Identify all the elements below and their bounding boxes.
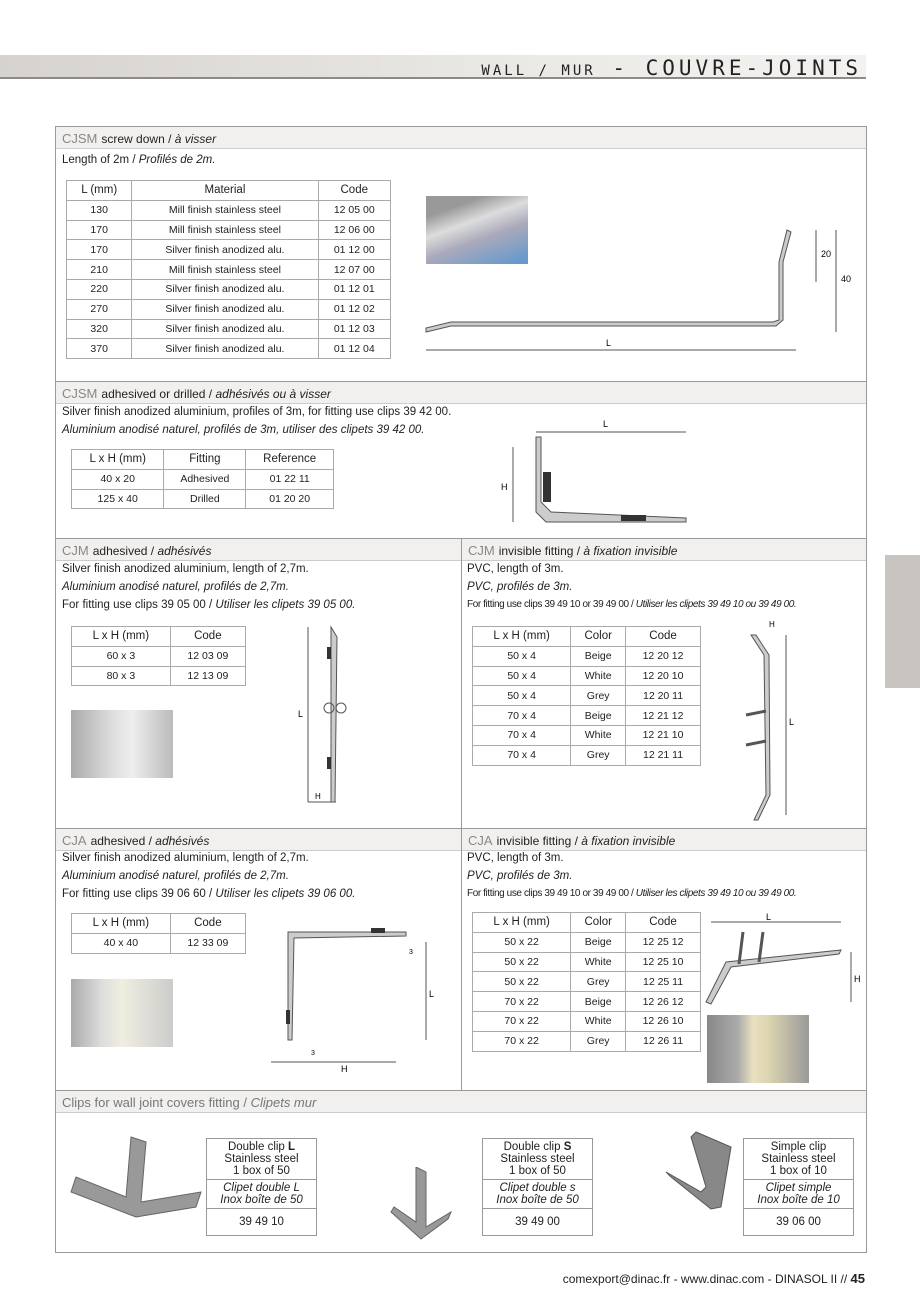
table-cell: 50 x 22 [473, 932, 571, 952]
table-cell: 70 x 22 [473, 992, 571, 1012]
clip-code: 39 49 00 [515, 1216, 560, 1228]
column-header: Fitting [164, 450, 246, 470]
table-cell: 70 x 22 [473, 1031, 571, 1051]
product-photo [71, 979, 173, 1047]
column-header: Code [170, 914, 245, 934]
table-cell: Silver finish anodized alu. [132, 339, 318, 359]
table-cell: 220 [67, 279, 132, 299]
table-cell: Grey [571, 745, 626, 765]
column-header: L x H (mm) [473, 913, 571, 933]
table-header-row [67, 181, 391, 201]
product-photo [71, 710, 173, 778]
header-title: - COUVRE-JOINTS [595, 56, 862, 80]
svg-text:3: 3 [311, 1050, 315, 1057]
product-photo [707, 1015, 809, 1083]
table-cell: Beige [571, 932, 626, 952]
svg-text:40: 40 [841, 274, 852, 284]
cjm-profile-drawing [291, 622, 361, 812]
svg-text:H: H [854, 974, 861, 984]
cjm-adhesive-table [71, 626, 246, 686]
column-header: L x H (mm) [72, 450, 164, 470]
table-cell: 01 12 03 [318, 319, 391, 339]
table-cell: Mill finish stainless steel [132, 220, 318, 240]
cjm-invisible-table [472, 626, 701, 766]
page-header [0, 55, 866, 79]
table-cell: Mill finish stainless steel [132, 200, 318, 220]
table-cell: 170 [67, 220, 132, 240]
cjsm-profile-drawing [421, 222, 861, 362]
svg-text:L: L [789, 717, 795, 727]
catalog-box: CJSM screw down / à visser Length of 2m / Profilés de 2m. L (mm) Material Code 130 Mill finish stainless steel 12 05 00 170 Mill finish stainless steel 12 06 00 170 Silver finish anodized alu. 01 12 00 210 Mill finish stainless steel 12 07 00 220 Silver finish anodized alu. 01 12 01 270 Silver finish anodized alu. 01 12 02 320 Silver finish anodized alu. 01 12 03 370 Silver finish anodized alu. 01 12 04 L 20 40 CJSM adhesived or drilled / adhésivés ou à visser Silver finish anodized aluminium, profiles of 3m, for fitting use clips 39 42 00. Aluminium anodisé naturel, profilés de 3m, utiliser des clipets 39 42 00. L x H (mm) Fitting Reference 40 x 20 Adhesived 01 22 11 125 x 40 Drilled 01 20 20 L H CJM adhesived / adhésivés Silver finish anodized aluminium, length of 2,7m. Aluminium anodisé naturel, profilés de 2,7m. For fitting use clips 39 05 00 / Utiliser les clipets 39 05 00. L x H (mm) Code 60 x 3 12 03 09 80 x 3 12 13 09 L H CJM invisible fitting / à fixation invisible PVC, length of 3m. PVC, profilés de 3m. For fitting use clips 39 49 10 or 39 49 00 / Utiliser les clipets 39 49 10 ou 39 49 00. L x H (mm) Color Code 50 x 4 Beige 12 20 12 50 x 4 White 12 20 10 50 x 4 Grey 12 20 11 70 x 4 Beige 12 21 12 70 x 4 White 12 21 10 70 x 4 Grey 12 21 11 L H CJA adhesived / adhésivés Silver finish anodized aluminium, length of 2,7m. Aluminium anodisé naturel, profilés de 2,7m. For fitting use clips 39 06 60 / Utiliser les clipets 39 06 00. L x H (mm) Code 40 x 40 12 33 09 H L 3 3 CJA invisible fitting / à fixation invisible PVC, length of 3m. PVC, profilés de 3m. For fitting use clips 39 49 10 or 39 49 00 / Utiliser les clipets 39 49 10 ou 39 49 00. L x H (mm) Color Code 50 x 22 Beige 12 25 12 50 x 22 White 12 25 10 50 x 22 Grey 12 25 11 70 x 22 Beige 12 26 12 70 x 22 White 12 26 10 70 x 22 Grey 12 26 11 L H Clips for wall joint covers fitting / Clipets mur Double clip L Stainless steel 1 box of 50 Clipet double L Inox boîte de 50 39 49 10 Double clip S Stainless steel 1 box of 50 Clipet double s Inox boîte de 50 39 49 00 Simple clip Stainless steel 1 box of 10 Clipet simple Inox boîte de 10 39 06 00 [55, 126, 867, 1253]
table-row [473, 1011, 701, 1031]
table-cell: 130 [67, 200, 132, 220]
table-cell: 01 22 11 [246, 469, 334, 489]
table-row [67, 279, 391, 299]
clip-info-box: Double clip S Stainless steel 1 box of 50 Clipet double s Inox boîte de 50 39 49 00 [482, 1138, 593, 1236]
table-row [72, 933, 246, 953]
table-cell: 12 20 12 [626, 646, 701, 666]
table-cell: Grey [571, 686, 626, 706]
table-cell: 01 20 20 [246, 489, 334, 509]
table-cell: 12 26 12 [626, 992, 701, 1012]
table-cell: 01 12 02 [318, 299, 391, 319]
column-header: L x H (mm) [72, 627, 171, 647]
table-cell: Drilled [164, 489, 246, 509]
table-cell: 40 x 20 [72, 469, 164, 489]
table-cell: 50 x 22 [473, 972, 571, 992]
section-header-cja-invisible: CJA invisible fitting / à fixation invisible [462, 829, 866, 851]
table-cell: 12 03 09 [170, 646, 245, 666]
table-row [72, 469, 334, 489]
clip-code: 39 06 00 [776, 1216, 821, 1228]
double-clip-s-image [386, 1167, 456, 1242]
table-cell: 12 21 12 [626, 706, 701, 726]
table-cell: 12 33 09 [170, 933, 245, 953]
table-cell: 170 [67, 240, 132, 260]
table-cell: 12 25 11 [626, 972, 701, 992]
table-header-row [72, 914, 246, 934]
svg-text:H: H [501, 482, 508, 492]
table-header-row [473, 913, 701, 933]
table-cell: 12 26 11 [626, 1031, 701, 1051]
table-row [473, 666, 701, 686]
table-row [67, 339, 391, 359]
side-tab [885, 555, 920, 688]
table-row [67, 319, 391, 339]
clip-code: 39 49 10 [239, 1216, 284, 1228]
table-cell: Silver finish anodized alu. [132, 279, 318, 299]
table-row [72, 646, 246, 666]
cjsm-adhesive-drawing [491, 412, 691, 527]
table-cell: Beige [571, 992, 626, 1012]
column-header: L x H (mm) [473, 627, 571, 647]
table-cell: Silver finish anodized alu. [132, 299, 318, 319]
clip-info-box: Simple clip Stainless steel 1 box of 10 Clipet simple Inox boîte de 10 39 06 00 [743, 1138, 854, 1236]
table-cell: 70 x 22 [473, 1011, 571, 1031]
column-header: L (mm) [67, 181, 132, 201]
column-header: L x H (mm) [72, 914, 171, 934]
double-clip-l-image [66, 1132, 206, 1222]
table-cell: 270 [67, 299, 132, 319]
cjsm-screw-table [66, 180, 391, 359]
column-header: Color [571, 627, 626, 647]
table-cell: 50 x 4 [473, 646, 571, 666]
section-header-cjm-adhesive: CJM adhesived / adhésivés [56, 539, 461, 561]
table-cell: 01 12 04 [318, 339, 391, 359]
table-row [67, 299, 391, 319]
table-cell: 12 06 00 [318, 220, 391, 240]
table-cell: Silver finish anodized alu. [132, 240, 318, 260]
table-header-row [72, 450, 334, 470]
table-cell: 12 25 10 [626, 952, 701, 972]
table-cell: Beige [571, 706, 626, 726]
column-header: Color [571, 913, 626, 933]
table-cell: Silver finish anodized alu. [132, 319, 318, 339]
cja-adhesive-table [71, 913, 246, 954]
svg-text:L: L [606, 338, 612, 348]
table-cell: 50 x 22 [473, 952, 571, 972]
table-row [72, 666, 246, 686]
table-cell: 12 25 12 [626, 932, 701, 952]
table-row [473, 745, 701, 765]
cja-invisible-drawing [701, 912, 861, 1007]
table-cell: 125 x 40 [72, 489, 164, 509]
table-row [67, 240, 391, 260]
table-cell: 01 12 00 [318, 240, 391, 260]
column-header: Code [626, 627, 701, 647]
svg-text:L: L [429, 989, 435, 999]
table-cell: Mill finish stainless steel [132, 260, 318, 280]
column-header: Material [132, 181, 318, 201]
table-cell: White [571, 952, 626, 972]
table-row [473, 992, 701, 1012]
cjm-invisible-drawing [736, 615, 806, 825]
column-header: Code [170, 627, 245, 647]
table-cell: 12 05 00 [318, 200, 391, 220]
section-header-cja-adhesive: CJA adhesived / adhésivés [56, 829, 461, 851]
table-cell: 370 [67, 339, 132, 359]
table-cell: 320 [67, 319, 132, 339]
section-header-cjm-invisible: CJM invisible fitting / à fixation invisible [462, 539, 866, 561]
section-header-clips: Clips for wall joint covers fitting / Clipets mur [56, 1091, 866, 1113]
table-cell: White [571, 725, 626, 745]
table-header-row [72, 627, 246, 647]
table-cell: 12 20 11 [626, 686, 701, 706]
svg-text:L: L [298, 709, 304, 719]
section-header-cjsm-screw: CJSM screw down / à visser [56, 127, 866, 149]
cja-profile-drawing [266, 922, 436, 1072]
table-cell: 01 12 01 [318, 279, 391, 299]
table-cell: 70 x 4 [473, 706, 571, 726]
table-row [473, 1031, 701, 1051]
table-cell: 12 21 11 [626, 745, 701, 765]
table-cell: White [571, 666, 626, 686]
svg-text:3: 3 [409, 949, 413, 956]
table-cell: White [571, 1011, 626, 1031]
table-cell: Adhesived [164, 469, 246, 489]
svg-text:H: H [769, 620, 775, 629]
table-row [473, 932, 701, 952]
simple-clip-image [661, 1127, 736, 1212]
table-row [67, 220, 391, 240]
table-row [473, 706, 701, 726]
column-header: Reference [246, 450, 334, 470]
table-cell: 12 07 00 [318, 260, 391, 280]
table-cell: 12 20 10 [626, 666, 701, 686]
table-cell: 12 13 09 [170, 666, 245, 686]
table-cell: 70 x 4 [473, 745, 571, 765]
table-cell: 40 x 40 [72, 933, 171, 953]
table-row [473, 686, 701, 706]
table-row [473, 725, 701, 745]
column-header: Code [318, 181, 391, 201]
table-row [473, 952, 701, 972]
column-header: Code [626, 913, 701, 933]
table-cell: 12 26 10 [626, 1011, 701, 1031]
table-cell: Grey [571, 1031, 626, 1051]
table-cell: 80 x 3 [72, 666, 171, 686]
clip-info-box: Double clip L Stainless steel 1 box of 50 Clipet double L Inox boîte de 50 39 49 10 [206, 1138, 317, 1236]
table-cell: 60 x 3 [72, 646, 171, 666]
table-cell: 210 [67, 260, 132, 280]
table-cell: 50 x 4 [473, 666, 571, 686]
header-section: WALL / MUR [481, 63, 596, 79]
cjsm-adhesive-table [71, 449, 334, 509]
table-row [473, 972, 701, 992]
svg-text:H: H [341, 1064, 348, 1072]
table-cell: 12 21 10 [626, 725, 701, 745]
svg-text:L: L [766, 912, 772, 922]
table-cell: 50 x 4 [473, 686, 571, 706]
footer: comexport@dinac.fr - www.dinac.com - DINASOL II // 45 [562, 1271, 865, 1286]
section-header-cjsm-adhesive: CJSM adhesived or drilled / adhésivés ou à visser [56, 382, 866, 404]
table-cell: Grey [571, 972, 626, 992]
svg-text:L: L [603, 419, 609, 429]
table-row [473, 646, 701, 666]
table-row [72, 489, 334, 509]
table-header-row [473, 627, 701, 647]
table-row [67, 260, 391, 280]
svg-text:20: 20 [821, 249, 832, 259]
svg-text:H: H [315, 792, 321, 801]
table-row [67, 200, 391, 220]
table-cell: Beige [571, 646, 626, 666]
table-cell: 70 x 4 [473, 725, 571, 745]
cja-invisible-table [472, 912, 701, 1052]
